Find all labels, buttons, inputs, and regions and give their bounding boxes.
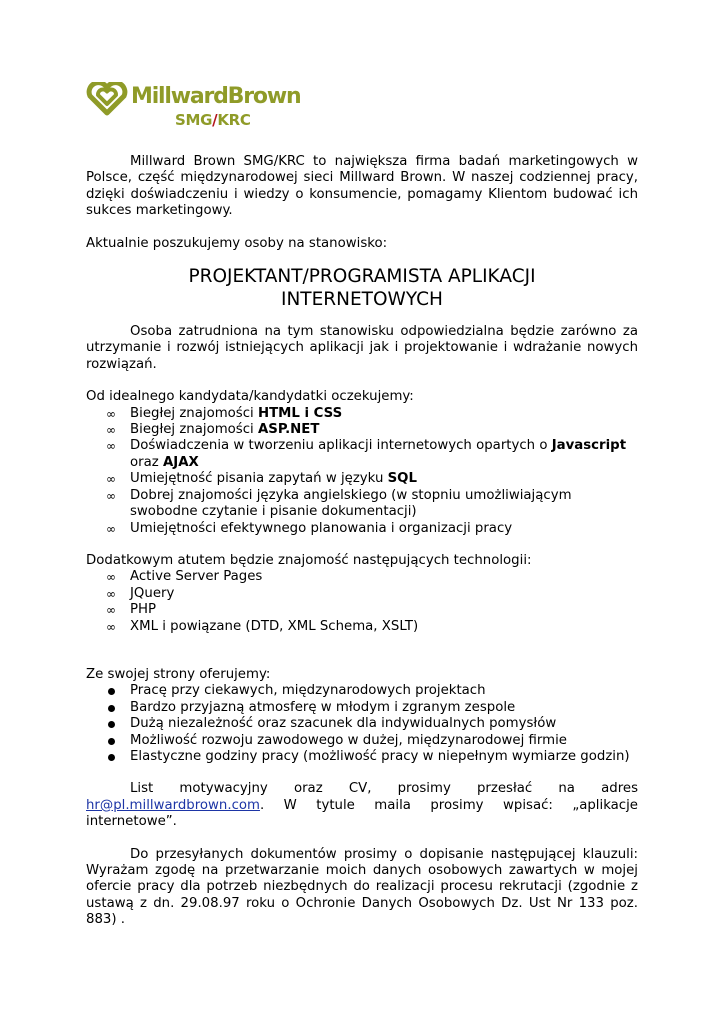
list-item: Bardzo przyjazną atmosferę w młodym i zgranym zespole bbox=[86, 700, 638, 716]
offer-heading: Ze swojej strony oferujemy: bbox=[86, 666, 271, 682]
list-item: ∞ JQuery bbox=[106, 585, 175, 601]
logo-brand-text: MillwardBrown bbox=[131, 84, 301, 109]
requirements-list bbox=[86, 406, 638, 537]
infinity-bullet-icon: ∞ bbox=[106, 586, 116, 601]
infinity-bullet-icon: ∞ bbox=[106, 603, 116, 618]
document-page bbox=[86, 82, 638, 929]
list-item: ∞ Biegłej znajomości ASP.NET bbox=[106, 422, 320, 438]
extras-heading: Dodatkowym atutem będzie znajomość następujących technologii: bbox=[86, 552, 532, 568]
extras-list bbox=[86, 569, 638, 635]
bullet-dot-icon bbox=[108, 721, 115, 728]
list-item: Pracę przy ciekawych, międzynarodowych projektach bbox=[86, 683, 638, 699]
list-item: ∞ Dobrej znajomości języka angielskiego (w stopniu umożliwiającym swobodne czytanie i pisanie dokumentacji) bbox=[106, 487, 572, 520]
clause-paragraph: Do przesyłanych dokumentów prosimy o dopisanie następującej klauzuli: Wyrażam zgodę na przetwarzanie moich danych osobowych zawartych w mojej ofercie pracy dla potrzeb niezbędnych do realizacji procesu rekrutacji (zgodnie z ustawą z dn. 29.08.97 roku o Ochronie Danych Osobowych Dz. Ust Nr 133 poz. 883) . bbox=[86, 846, 638, 928]
list-item: ∞ XML i powiązane (DTD, XML Schema, XSLT) bbox=[106, 618, 419, 634]
infinity-bullet-icon: ∞ bbox=[106, 406, 116, 421]
bullet-dot-icon bbox=[108, 738, 115, 745]
bullet-dot-icon bbox=[108, 705, 115, 712]
infinity-bullet-icon: ∞ bbox=[106, 423, 116, 438]
list-item: ∞ Biegłej znajomości HTML i CSS bbox=[106, 405, 343, 421]
list-item: ∞ Doświadczenia w tworzeniu aplikacji internetowych opartych o Javascript oraz AJAX bbox=[106, 438, 627, 470]
list-item: ∞ PHP bbox=[106, 602, 157, 618]
application-paragraph: List motywacyjny oraz CV, prosimy przesłać na adres hr@pl.millwardbrown.com. W tytule maila prosimy wpisać: „aplikacje internetowe”. bbox=[86, 781, 638, 830]
seeking-line: Aktualnie poszukujemy osoby na stanowisko: bbox=[86, 235, 388, 251]
bullet-dot-icon bbox=[108, 754, 115, 761]
job-title: PROJEKTANT/PROGRAMISTA APLIKACJI INTERNETOWYCH bbox=[188, 266, 536, 311]
list-item: ∞ Active Server Pages bbox=[106, 569, 263, 585]
infinity-bullet-icon: ∞ bbox=[106, 619, 116, 634]
company-logo bbox=[86, 82, 638, 140]
infinity-bullet-icon: ∞ bbox=[106, 570, 116, 585]
list-item: ∞ Umiejętność pisania zapytań w języku SQL bbox=[106, 471, 417, 487]
intro-paragraph: Millward Brown SMG/KRC to największa firma badań marketingowych w Polsce, część międzynarodowej sieci Millward Brown. W naszej codziennej pracy, dzięki doświadczeniu i wiedzy o konsumencie, pomagamy Klientom budować ich sukces marketingowy. bbox=[86, 154, 638, 219]
responsibility-paragraph: Osoba zatrudniona na tym stanowisku odpowiedzialna będzie zarówno za utrzymanie i rozwój istniejących aplikacji jak i projektowanie i wdrażanie nowych rozwiązań. bbox=[86, 324, 638, 372]
infinity-bullet-icon: ∞ bbox=[106, 488, 116, 503]
requirements-heading: Od idealnego kandydata/kandydatki oczekujemy: bbox=[86, 389, 414, 405]
heart-logo-icon bbox=[86, 82, 128, 116]
bullet-dot-icon bbox=[108, 688, 115, 695]
infinity-bullet-icon: ∞ bbox=[106, 439, 116, 454]
infinity-bullet-icon: ∞ bbox=[106, 472, 116, 487]
email-link[interactable]: hr@pl.millwardbrown.com bbox=[86, 797, 260, 813]
list-item: Możliwość rozwoju zawodowego w dużej, międzynarodowej firmie bbox=[86, 733, 638, 749]
logo-sub-text: SMG/KRC bbox=[175, 111, 251, 129]
list-item: Dużą niezależność oraz szacunek dla indywidualnych pomysłów bbox=[86, 716, 638, 732]
list-item: Elastyczne godziny pracy (możliwość pracy w niepełnym wymiarze godzin) bbox=[86, 749, 638, 765]
list-item: ∞ Umiejętności efektywnego planowania i organizacji pracy bbox=[106, 520, 513, 536]
offer-list bbox=[86, 683, 638, 765]
infinity-bullet-icon: ∞ bbox=[106, 521, 116, 536]
